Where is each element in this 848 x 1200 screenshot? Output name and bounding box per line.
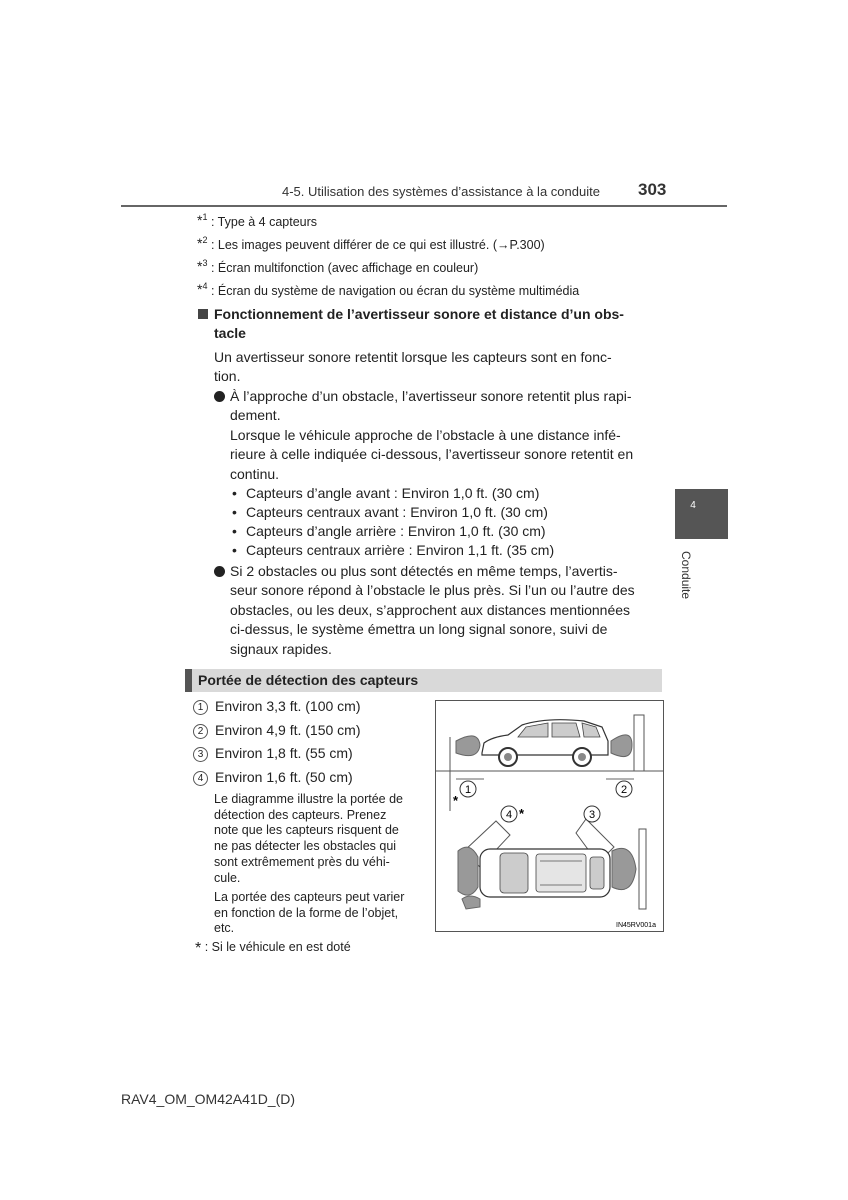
text-line: cule.: [214, 870, 241, 885]
range-text: Environ 1,6 ft. (50 cm): [215, 769, 353, 785]
footnote-text: : Type à 4 capteurs: [210, 215, 318, 229]
footnote-3: [197, 258, 478, 275]
star-mark: *: [195, 940, 202, 957]
sensor-diagram-svg: [436, 701, 663, 931]
range-text: Environ 1,8 ft. (55 cm): [215, 745, 353, 761]
intro-paragraph: [214, 348, 658, 387]
sub-item-text: Capteurs centraux avant : Environ 1,0 ft. (30 cm): [246, 504, 548, 520]
obstacle-pole: [634, 715, 644, 771]
text-line: note que les capteurs risquent de: [214, 823, 399, 838]
footnote-text: : Les images peuvent différer de ce qui est illustré. (→P.300): [210, 238, 545, 252]
sub-item: • Capteurs d’angle avant : Environ 1,0 ft. (30 cm): [232, 485, 540, 501]
text-line: La portée des capteurs peut varier: [214, 890, 405, 904]
text-line: dement.: [230, 407, 281, 424]
diagram-note-2: [214, 890, 424, 937]
running-header: 4-5. Utilisation des systèmes d’assistance à la conduite: [282, 184, 600, 199]
bullet-2: [230, 562, 658, 659]
section-title: [214, 305, 660, 344]
footnote-4: [197, 281, 579, 298]
text-line: rieure à celle indiquée ci-dessous, l’avertisseur sonore retentit en: [230, 446, 634, 463]
text-line: tion.: [214, 368, 241, 385]
circled-number: 3: [193, 747, 208, 762]
circled-number: 4: [193, 771, 208, 786]
sub-item-text: Capteurs d’angle avant : Environ 1,0 ft. (30 cm): [246, 485, 540, 501]
document-code-footer: RAV4_OM_OM42A41D_(D): [121, 1091, 296, 1107]
label-star-1: *: [453, 793, 459, 808]
rear-top-sensor-zone: [612, 848, 636, 889]
text-line: ci-dessus, le système émettra un long signal sonore, suivi de: [230, 621, 608, 638]
sub-item-text: Capteurs centraux arrière : Environ 1,1 ft. (35 cm): [246, 542, 555, 558]
front-top-sensor-zone: [458, 847, 478, 895]
label-star-4: *: [519, 806, 525, 821]
text-line: continu.: [230, 465, 280, 482]
header-rule: [121, 205, 727, 207]
section-title-line: tacle: [214, 325, 246, 342]
text-line: seur sonore répond à l’obstacle le plus près. Si l’un ou l’autre des: [230, 582, 635, 599]
footnote-2: [197, 235, 545, 252]
label-3: 3: [588, 809, 596, 821]
section-square-icon: [198, 309, 208, 319]
sensor-range-diagram: [435, 700, 664, 932]
car-side-view: [482, 720, 608, 766]
front-sensor-zone: [456, 736, 480, 756]
text-line: obstacles, ou les deux, s’approchent aux distances mentionnées: [230, 601, 631, 618]
range-item: [193, 722, 361, 739]
sub-item: • Capteurs d’angle arrière : Environ 1,0 ft. (30 cm): [232, 523, 546, 539]
footnote-text: : Écran multifonction (avec affichage en couleur): [210, 261, 479, 275]
footnote-mark: *1: [197, 212, 208, 228]
sub-item-text: Capteurs d’angle arrière : Environ 1,0 ft. (30 cm): [246, 523, 546, 539]
footnote-1: [197, 212, 317, 229]
label-2: 2: [620, 784, 628, 796]
chapter-tab: [675, 489, 728, 539]
bullet-dot-icon: [214, 566, 225, 577]
bullet-1: [230, 387, 658, 484]
text-line: en fonction de la forme de l’objet,: [214, 905, 399, 920]
detection-heading: Portée de détection des capteurs: [198, 672, 419, 688]
label-1: 1: [464, 784, 472, 796]
text-line: ne pas détecter les obstacles qui: [214, 839, 397, 854]
text-line: Lorsque le véhicule approche de l’obstacle à une distance infé-: [230, 426, 621, 443]
circled-number: 1: [193, 700, 208, 715]
corner-zone-front-low: [462, 896, 480, 909]
text-line: sont extrêmement près du véhi-: [214, 854, 390, 869]
footnote-mark: *2: [197, 235, 208, 251]
text-line: Le diagramme illustre la portée de: [214, 792, 403, 806]
detection-heading-bar: [185, 669, 662, 692]
text-line: détection des capteurs. Prenez: [214, 807, 387, 822]
sub-item: • Capteurs centraux arrière : Environ 1,1 ft. (35 cm): [232, 542, 555, 558]
range-item: [193, 698, 361, 715]
text-line: À l’approche d’un obstacle, l’avertisseur sonore retentit plus rapi-: [230, 388, 632, 404]
footnote-text: : Écran du système de navigation ou écran du système multimédia: [210, 284, 580, 298]
rear-sensor-zone: [611, 735, 632, 757]
range-text: Environ 3,3 ft. (100 cm): [215, 698, 361, 714]
text-line: signaux rapides.: [230, 640, 332, 657]
range-item: [193, 745, 353, 762]
chapter-tab-number: 4: [690, 500, 696, 511]
page-number: 303: [638, 180, 667, 199]
figure-code: IN45RV001a: [616, 922, 656, 929]
text-line: etc.: [214, 921, 235, 936]
range-item: [193, 769, 353, 786]
label-4: 4: [505, 809, 513, 821]
text-line: Si 2 obstacles ou plus sont détectés en même temps, l’avertis-: [230, 563, 618, 579]
bullet-dot-icon: [214, 391, 225, 402]
car-top-view: [480, 849, 610, 897]
circled-number: 2: [193, 724, 208, 739]
footnote-mark: *4: [197, 281, 208, 297]
chapter-tab-label: Conduite: [679, 551, 693, 600]
obstacle-wall-right: [639, 829, 646, 909]
section-title-line: Fonctionnement de l’avertisseur sonore et distance d’un obs-: [214, 306, 624, 322]
footnote-mark: *3: [197, 258, 208, 274]
diagram-note-1: [214, 792, 424, 886]
range-text: Environ 4,9 ft. (150 cm): [215, 722, 361, 738]
star-footnote: [195, 940, 351, 958]
sub-item: • Capteurs centraux avant : Environ 1,0 ft. (30 cm): [232, 504, 548, 520]
star-note-text: : Si le véhicule en est doté: [204, 940, 351, 954]
text-line: Un avertisseur sonore retentit lorsque les capteurs sont en fonc-: [214, 349, 612, 365]
